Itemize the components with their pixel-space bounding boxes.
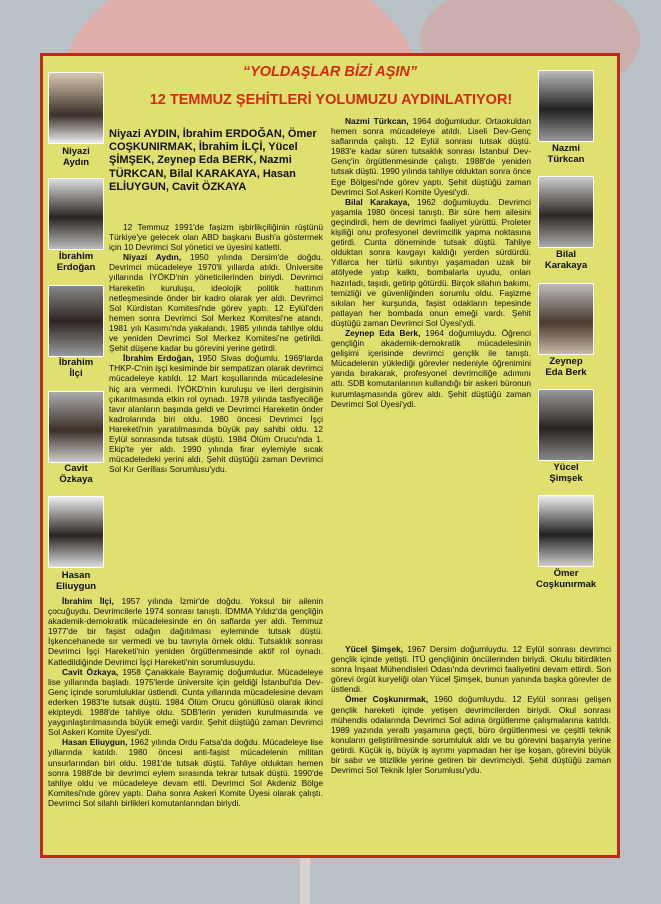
portrait-photo bbox=[48, 72, 104, 144]
page-title: “YOLDAŞLAR BİZİ AŞIN” bbox=[242, 64, 418, 80]
memorial-panel bbox=[40, 53, 620, 858]
portrait-photo bbox=[48, 391, 104, 463]
portrait-photo bbox=[538, 495, 594, 567]
portrait-photo bbox=[538, 283, 594, 355]
portrait-caption: Cavit Özkaya bbox=[59, 463, 93, 485]
portrait-photo bbox=[538, 70, 594, 142]
portrait-photo bbox=[538, 176, 594, 248]
portrait-photo bbox=[48, 178, 104, 250]
portrait-caption: Ömer Coşkunırmak bbox=[536, 568, 597, 590]
portrait-photo bbox=[48, 496, 104, 568]
article-column-left: 12 Temmuz 1991'de faşizm işbirlikçiliğinin rüştünü Türkiye'ye gelecek olan ABD başkanı Bush'a göstermek için 10 Devrimci Sol yönetici ve üyesini katletti. Niyazi Aydın, 1950 yılında Dersim'de doğdu. Devrimci mücadeleye 1970'li yıllarda atıldı. Üniversite yıllarında İYÖKD'nin yöneticilerinden biriydi. Devrimci Hareketin kuruluşu, ideolojik politik hattının netleşmesinde önder bir kadro olarak yer aldı. Devrimci Sol Kürdistan Komitesi'nde görev yaptı. 12 Eylül'den hemen sonra Devrimci Sol Merkez Komitesi'ne atandı. 1981 yılı Kasımı'nda yakalandı. 1985 yılında tahliye oldu ve yeniden Devrimci Sol Merkez Komitesi'ne getirildi. Şehit düşene kadar bu görevini yerine getirdi. İbrahim Erdoğan, 1950 Sivas doğumlu. 1969'larda THKP-C'nin işçi kesiminde bir sempatizan olarak devrimci mücadeleye katıldı. 12 Mart koşullarında mücadelesine hiç ara vermedi. İYÖKD'nin kuruluşu ve ileri dergisinin çıkarılmasında etkin rol oynadı. 1978 yılında tasfiyeciliğe tavır alanların başında geldi ve Devrimci Hareketin önder kadrolarında biri oldu. 1980 öncesi Devrimci İşçi Hareketi'nin yaratılmasında büyük pay sahibi oldu. 12 Eylül sonrasında tutsak düştü. 1984 Ölüm Orucu'nda 1. Ekip'te yer aldı. 1990 yılında firar eylemiyle sıcak mücadeledeki yerini aldı. Şehit düştüğü zaman Devrimci Sol Kır Gerillası Sorumlusu'ydu. bbox=[109, 222, 323, 475]
portrait-caption: İbrahim İlçi bbox=[58, 357, 94, 379]
portrait-caption: Niyazi Aydın bbox=[62, 146, 90, 168]
portrait-caption: Bilal Karakaya bbox=[544, 249, 588, 271]
portrait-caption: Hasan Eliuygun bbox=[55, 570, 97, 592]
portrait-caption: İbrahim Erdoğan bbox=[56, 251, 96, 273]
article-column-right-lower: Yücel Şimşek, 1967 Dersim doğumluydu. 12 Eylül sonrası devrimci gençlik içinde yetişti. İTÜ gençliğinin öncülerinden biriydi. Okulu bitirdikten sonra İnşaat Mühendisleri Odası'nda devrimci faaliyetini devam ettirdi. Son görevi örgüt kuryeliği olan Yücel Şimşek, bunun yanında başka görevler de üstlendi. Ömer Coşkunırmak, 1960 doğumluydu. 12 Eylül sonrası gelişen gençlik hareketi içinde yetişen devrimcilerden biriydi. Okul sonrası mühendis odalarında Devrimci Sol adına örgütlenme çalışmalarına katıldı. 1989 yazında yeraltı yaşamına geçti, büro örgütlenmesi ve çeşitli teknik konuların geliştirilmesinde sorumluluk aldı ve bu görevini başarıyla yerine getirdi. Küçük iş, büyük iş ayrımı yapmadan her işe koşan, görevini büyük bir sabır ve titizlikle yerine getiren bir devrimciydi. Şehit düştüğü zaman Devrimci Sol Teknik İşler Sorumlusu'ydu. bbox=[331, 644, 611, 776]
article-column-left-lower: İbrahim İlçi, 1957 yılında İzmir'de doğdu. Yoksul bir ailenin çocuğuydu. Devrimcilerle 1974 sonrası tanıştı. İDMMA Yıldız'da gençliğin akademik-demokratik mücadelesinde en ön saflarda yer aldı. Temmuz 1977'de bir faşist odağın dağıtılması eyleminde tutsak düştü. İşkencehanede sır vermedi ve bu tavrıyla örnek oldu. Tutsaklık sonrası Devrimci İşçi Hareketi'nin yeniden örgütlenmesinde aktif rol oynadı. Katledildiğinde Devrimci İşçi Hareketi'nin sorumlusuydu. Cavit Özkaya, 1958 Çanakkale Bayramiç doğumludur. Mücadeleye lise yıllarında başladı. 1975'lerde üniversite için geldiği İstanbul'da Dev-Genç içinde sorumluluklar üstlendi. Cunta yıllarında mücadelesine devam ederken 1983'te tutsak düştü. 1984 Ölüm Orucu gönüllüsü olarak ikinci ekipteydi. 1988'de tahliye oldu. SDB'lerin yeniden kurulmasında ve yaygınlaştırılmasında büyük emeği vardır. Şehit düştüğü zaman Devrimci Sol Askeri Komite Üyesi'ydi. Hasan Eliuygun, 1962 yılında Ordu Fatsa'da doğdu. Mücadeleye lise yıllarında katıldı. 1980 öncesi anti-faşist mücadelenin militan unsurlarından biri oldu. 1981'de tutsak düştü. Tahliye olduktan hemen sonra 1988'de bir devrimci eylem sırasında tekrar tutsak düştü. 1990'de tahliye oldu ve mücadeleye devam etti. Devrimci Sol Akdeniz Bölge Komitesi'nde görev yaptı. Daha sonra Askeri Komite Üyesi olarak çalıştı. Devrimci Sol silahlı birlikleri komutanlarından biriydi. bbox=[48, 596, 324, 808]
page-subtitle: 12 TEMMUZ ŞEHİTLERİ YOLUMUZU AYDINLATIYOR! bbox=[149, 92, 513, 108]
portrait-photo bbox=[48, 285, 104, 357]
martyrs-names-list: Niyazi AYDIN, İbrahim ERDOĞAN, Ömer COŞKUNIRMAK, İbrahim İLÇİ, Yücel ŞİMŞEK, Zeynep Eda BERK, Nazmi TÜRKCAN, Bilal KARAKAYA, Hasan ELİUYGUN, Cavit ÖZKAYA bbox=[109, 128, 317, 193]
portrait-caption: Nazmi Türkcan bbox=[547, 143, 585, 165]
portrait-photo bbox=[538, 389, 594, 461]
article-column-right: Nazmi Türkcan, 1964 doğumludur. Ortaokuldan hemen sonra mücadeleye atıldı. Liseli Dev-Genç saflarında çalıştı. 12 Eylül sonrası tutsak düştü. 1983'e kadar süren tutsaklık sonrası İstanbul Dev-Genç'in örgütlenmesinde çalıştı. 1988'de yeniden tutsak düştü. 1990 yılında tahliye olduktan sonra önce Ege Bölgesi'nde görev yaptı. Şehit düştüğü zaman Devrimci Sol Askeri Komite Üyesi'ydi. Bilal Karakaya, 1962 doğumluydu. Devrimci yaşamla 1980 öncesi tanıştı. Bir süre hem ailesini geçindirdi, hem de devrimci faaliyet yürüttü. Proleter kişiliği onu profesyonel devrimcilik yapma noktasına getirdi. Cunta döneminde tutsak düştü. Tahliye olduktan sonra kavgayı kaldığı yerden sürdürdü. Yıllarca her türlü sıkıntıyı yaşamadan uzak bir atölyede yatıp kalktı, bombalarla uyudu, onları hazırladı, taşıdı, getirip götürdü. Birçok silahın bakımı, temizliği ve güvenliğinden sorumlu oldu. Faşizme sıkılan her kurşunda, faşist odakların tepesinde patlayan her bombada onun emeği vardı. Şehit düştüğü zaman Devrimci Sol Üyesi'ydi. Zeynep Eda Berk, 1964 doğumluydu. Öğrenci gençliğin akademik-demokratik mücadelesinin gelişimi içerisinde devrimci gençlik ile tanıştı. Mücadelenin yüklediği görevler nedeniyle öğrenimini yarıda bırakarak, profesyonel devrimciliğe adımını attı. SDB komutanlarının kullandığı bir askeri büronun kurumlaşmasında görev aldı. Şehit düştüğü zaman Devrimci Sol Üyesi'ydi. bbox=[331, 116, 531, 409]
portrait-caption: Yücel Şimşek bbox=[549, 462, 583, 484]
portrait-caption: Zeynep Eda Berk bbox=[545, 356, 587, 378]
